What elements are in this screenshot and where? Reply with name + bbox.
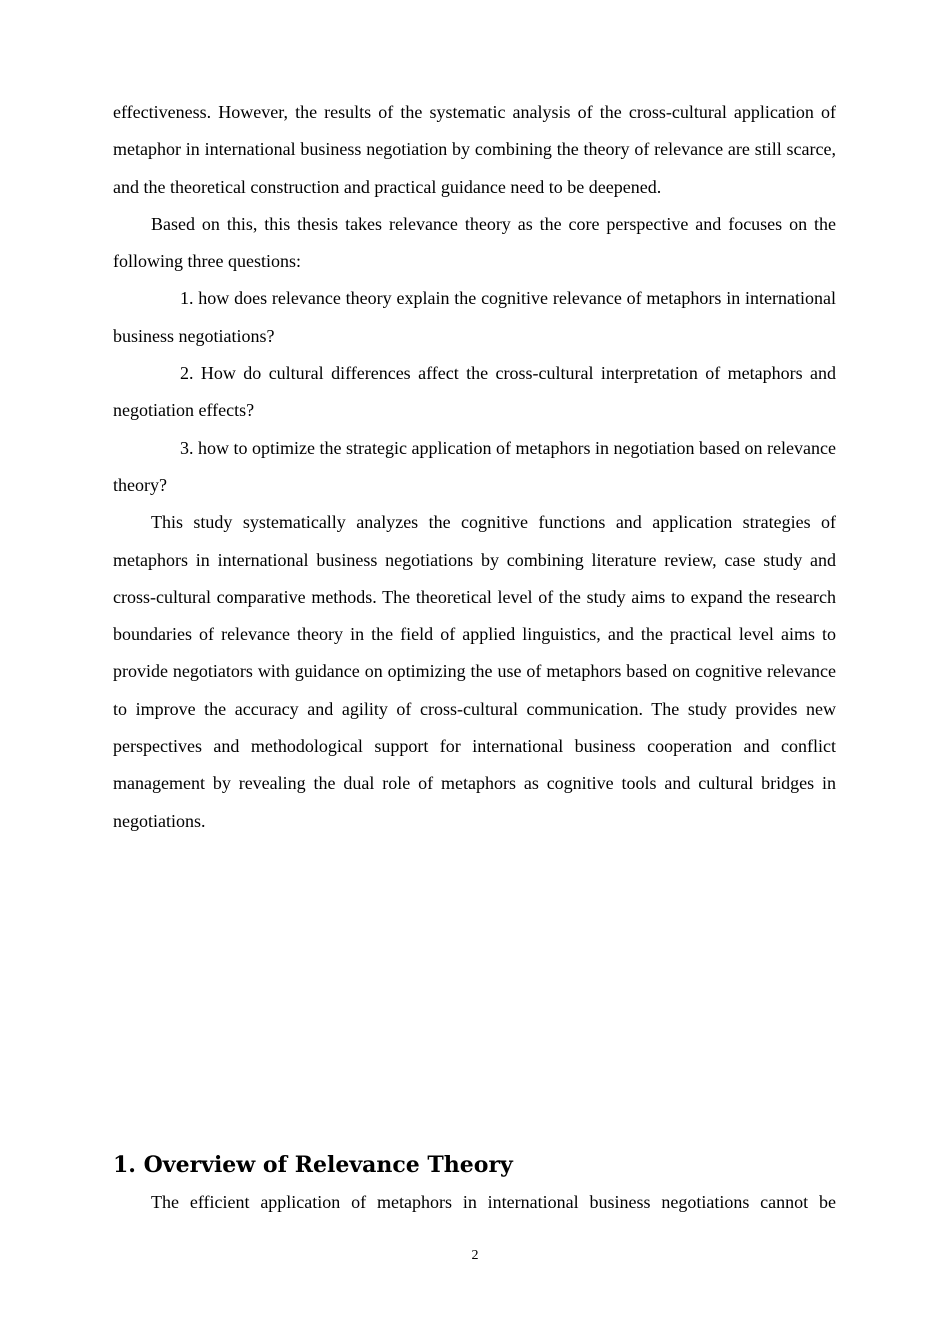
section-first-paragraph: The efficient application of metaphors in international business negotiations cannot be: [151, 1192, 836, 1212]
paragraph-continuation: effectiveness. However, the results of the systematic analysis of the cross-cultural application of metaphor in international business negotiation by combining the theory of relevance are still scarce, and the theoretical construction and practical guidance need to be deepened.: [113, 102, 836, 197]
paragraph-research-focus: Based on this, this thesis takes relevance theory as the core perspective and focuses on the following three questions:: [113, 213, 836, 272]
page-number: 2: [471, 1248, 479, 1263]
body-text: [113, 94, 836, 840]
section-body: [113, 1184, 836, 1221]
section-heading: 1. Overview of Relevance Theory: [113, 1152, 513, 1178]
research-question-3: 3. how to optimize the strategic application of metaphors in negotiation based on relevance theory?: [113, 437, 836, 495]
paragraph-study-overview: This study systematically analyzes the cognitive functions and application strategies of metaphors in international business negotiations by combining literature review, case study and cross-cultural comparative methods. The theoretical level of the study aims to expand the research boundaries of relevance theory in the field of applied linguistics, and the practical level aims to provide negotiators with guidance on optimizing the use of metaphors based on cognitive relevance to improve the accuracy and agility of cross-cultural communication. The study provides new perspectives and methodological support for international business cooperation and conflict management by revealing the dual role of metaphors as cognitive tools and cultural bridges in negotiations.: [113, 512, 836, 831]
research-question-2: 2. How do cultural differences affect the cross-cultural interpretation of metaphors and negotiation effects?: [113, 363, 836, 421]
research-question-1: 1. how does relevance theory explain the cognitive relevance of metaphors in international business negotiations?: [113, 288, 836, 346]
